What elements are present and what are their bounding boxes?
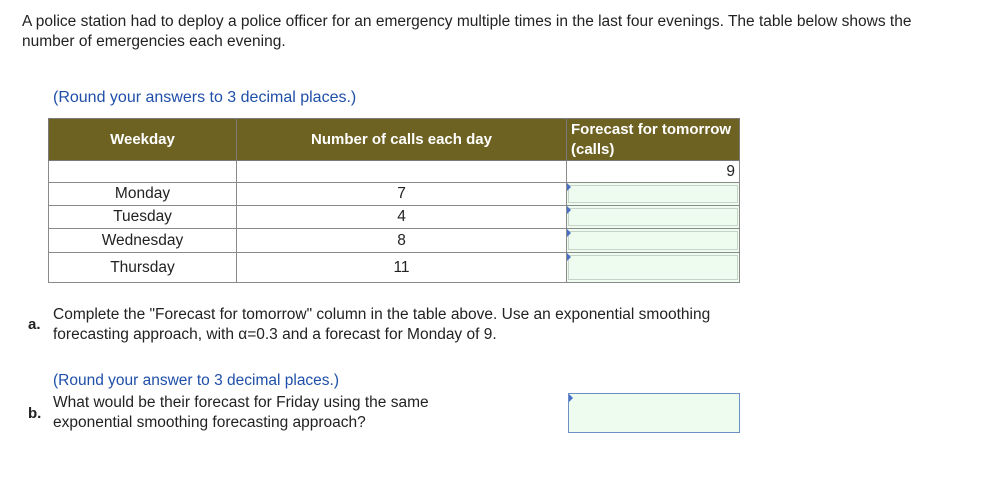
header-weekday: Weekday bbox=[49, 119, 237, 161]
header-forecast: Forecast for tomorrow (calls) bbox=[567, 119, 740, 161]
part-b-question: What would be their forecast for Friday using the same exponential smoothing forecasting approach? bbox=[53, 394, 429, 431]
calls-cell bbox=[237, 161, 567, 183]
forecast-table bbox=[48, 118, 740, 283]
part-b-label: b. bbox=[28, 405, 42, 422]
calls-cell: 11 bbox=[237, 253, 567, 283]
problem-intro: A police station had to deploy a police officer for an emergency multiple times in the last four evenings. The table below shows the number of emergencies each evening. bbox=[22, 13, 912, 50]
forecast-input-thursday[interactable] bbox=[567, 253, 740, 283]
forecast-input-field[interactable] bbox=[568, 208, 738, 226]
calls-cell: 4 bbox=[237, 206, 567, 229]
input-marker-icon bbox=[567, 229, 571, 237]
day-cell: Monday bbox=[49, 183, 237, 206]
calls-cell: 8 bbox=[237, 229, 567, 253]
table-row bbox=[49, 183, 740, 206]
rounding-note: (Round your answers to 3 decimal places.) bbox=[53, 89, 357, 106]
table-row bbox=[49, 253, 740, 283]
forecast-input-monday[interactable] bbox=[567, 183, 740, 206]
forecast-input-tuesday[interactable] bbox=[567, 206, 740, 229]
table-header-row bbox=[49, 119, 740, 161]
day-cell: Tuesday bbox=[49, 206, 237, 229]
part-b-rounding-note: (Round your answer to 3 decimal places.) bbox=[53, 372, 340, 389]
day-cell bbox=[49, 161, 237, 183]
input-marker-icon bbox=[567, 183, 571, 191]
input-marker-icon bbox=[569, 394, 573, 402]
part-a-label: a. bbox=[28, 316, 41, 333]
calls-cell: 7 bbox=[237, 183, 567, 206]
input-marker-icon bbox=[567, 253, 571, 261]
day-cell: Wednesday bbox=[49, 229, 237, 253]
table-row bbox=[49, 206, 740, 229]
header-calls: Number of calls each day bbox=[237, 119, 567, 161]
part-a-instructions: Complete the "Forecast for tomorrow" column in the table above. Use an exponential smoothing forecasting approach, with α=0.3 and a forecast for Monday of 9. bbox=[53, 306, 711, 343]
forecast-input-wednesday[interactable] bbox=[567, 229, 740, 253]
forecast-input-field[interactable] bbox=[568, 231, 738, 250]
friday-forecast-input[interactable] bbox=[568, 393, 740, 433]
day-cell: Thursday bbox=[49, 253, 237, 283]
forecast-initial-cell: 9 bbox=[567, 161, 740, 183]
table-row bbox=[49, 161, 740, 183]
forecast-input-field[interactable] bbox=[568, 185, 738, 203]
forecast-input-field[interactable] bbox=[568, 255, 738, 280]
table-row bbox=[49, 229, 740, 253]
input-marker-icon bbox=[567, 206, 571, 214]
